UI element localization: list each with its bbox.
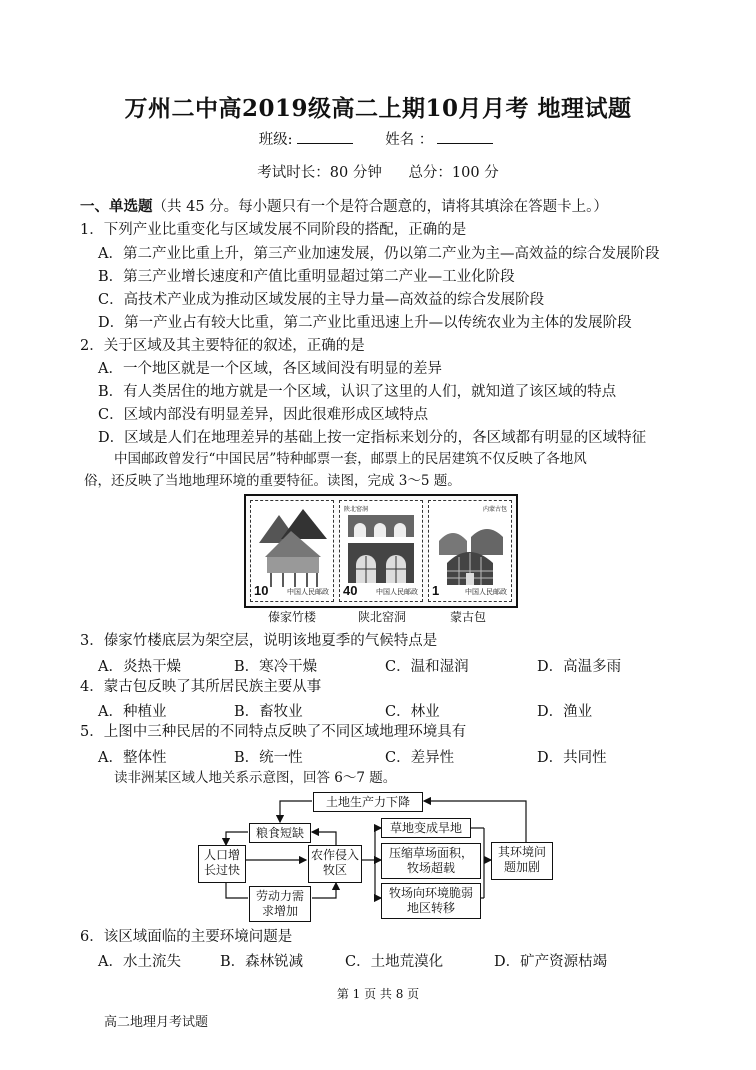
intro-6-7: 读非洲某区域人地关系示意图，回答 6～7 题。 xyxy=(114,770,397,786)
box-farming-invades-pasture: 农作侵入牧区 xyxy=(308,845,362,883)
q5-stem: 5．上图中三种民居的不同特点反映了不同区域地理环境具有 xyxy=(80,724,467,740)
box-land-productivity-decline: 土地生产力下降 xyxy=(313,792,423,812)
q2-option-a: A．一个地区就是一个区域，各区域间没有明显的差异 xyxy=(98,361,442,377)
box-grassland-to-dryland: 草地变成旱地 xyxy=(381,818,471,838)
page-title: 万州二中高2019级高二上期10月月考 地理试题 xyxy=(124,95,632,122)
q3-option-a: A．炎热干燥 xyxy=(98,659,181,675)
q4-option-a: A．种植业 xyxy=(98,704,167,720)
stamp-header: 陕北窑洞 xyxy=(344,506,369,513)
q5-option-b: B．统一性 xyxy=(234,750,303,766)
section-heading: 一、单选题 xyxy=(80,198,153,215)
q5-option-a: A．整体性 xyxy=(98,750,167,766)
class-label: 班级: xyxy=(258,132,293,148)
q2-option-d: D．区域是人们在地理差异的基础上按一定指标来划分的，各区域都有明显的区域特征 xyxy=(98,430,647,446)
stamp-value: 10 xyxy=(254,583,269,598)
caption-yurt: 蒙古包 xyxy=(450,610,487,624)
stamp-issuer: 中国人民邮政 xyxy=(287,588,329,596)
q4-option-c: C．林业 xyxy=(385,704,440,720)
q2-option-b: B．有人类居住的地方就是一个区域，认识了这里的人们，就知道了该区域的特点 xyxy=(98,384,617,400)
q1-option-d: D．第一产业占有较大比重，第二产业比重迅速上升—以传统农业为主体的发展阶段 xyxy=(98,315,632,331)
intro-3-5-line2: 俗，还反映了当地地理环境的重要特征。读图，完成 3～5 题。 xyxy=(84,473,461,489)
stamp-issuer: 中国人民邮政 xyxy=(465,588,507,596)
q5-option-c: C．差异性 xyxy=(385,750,455,766)
exam-score: 总分：100 分 xyxy=(408,165,499,181)
q3-stem: 3．傣家竹楼底层为架空层，说明该地夏季的气候特点是 xyxy=(80,633,438,649)
box-pasture-shift: 牧场向环境脆弱地区转移 xyxy=(381,883,481,919)
name-label: 姓名 ： xyxy=(385,132,434,148)
q1-stem: 1．下列产业比重变化与区域发展不同阶段的搭配，正确的是 xyxy=(80,222,467,238)
q6-option-b: B．森林锐减 xyxy=(220,954,304,970)
q4-option-b: B．畜牧业 xyxy=(234,704,303,720)
q2-stem: 2．关于区域及其主要特征的叙述，正确的是 xyxy=(80,338,365,354)
q3-option-d: D．高温多雨 xyxy=(537,659,622,675)
footer-exam-name: 高二地理月考试题 xyxy=(104,1015,209,1030)
intro-3-5-line1: 中国邮政曾发行“中国民居”特种邮票一套，邮票上的民居建筑不仅反映了各地风 xyxy=(114,451,587,467)
caption-bamboo-house: 傣家竹楼 xyxy=(268,610,317,624)
stamp-header: 内蒙古包 xyxy=(482,506,507,513)
q3-option-c: C．温和湿润 xyxy=(385,659,469,675)
exam-time: 考试时长：80 分钟 xyxy=(257,165,382,181)
q6-option-a: A．水土流失 xyxy=(98,954,181,970)
box-population-growth: 人口增长过快 xyxy=(198,845,246,883)
q6-option-d: D．矿产资源枯竭 xyxy=(494,954,608,970)
q1-option-a: A．第二产业比重上升，第三产业加速发展，仍以第二产业为主—高效益的综合发展阶段 xyxy=(98,246,660,262)
stamp-value: 1 xyxy=(432,583,440,598)
q1-option-b: B．第三产业增长速度和产值比重明显超过第二产业—工业化阶段 xyxy=(98,269,515,285)
caption-cave-dwelling: 陕北窑洞 xyxy=(358,610,407,624)
q4-option-d: D．渔业 xyxy=(537,704,593,720)
box-environment-worsens: 其环境问题加剧 xyxy=(491,842,553,880)
stamp-issuer: 中国人民邮政 xyxy=(376,588,418,596)
stamp-value: 40 xyxy=(343,583,358,598)
section-instruction: （共 45 分。每小题只有一个是符合题意的，请将其填涂在答题卡上。） xyxy=(152,199,608,215)
q6-option-c: C．土地荒漠化 xyxy=(345,954,444,970)
q2-option-c: C．区域内部没有明显差异，因此很难形成区域特点 xyxy=(98,407,429,423)
q4-stem: 4．蒙古包反映了其所居民族主要从事 xyxy=(80,679,322,695)
q5-option-d: D．共同性 xyxy=(537,750,607,766)
box-food-shortage: 粮食短缺 xyxy=(249,823,311,843)
q1-option-c: C．高技术产业成为推动区域发展的主导力量—高效益的综合发展阶段 xyxy=(98,292,545,308)
box-labor-demand: 劳动力需求增加 xyxy=(249,886,311,922)
box-pasture-overload: 压缩草场面积，牧场超载 xyxy=(381,843,481,879)
page-number: 第 1 页 共 8 页 xyxy=(336,987,420,1001)
q6-stem: 6．该区域面临的主要环境问题是 xyxy=(80,929,293,945)
q3-option-b: B．寒冷干燥 xyxy=(234,659,318,675)
